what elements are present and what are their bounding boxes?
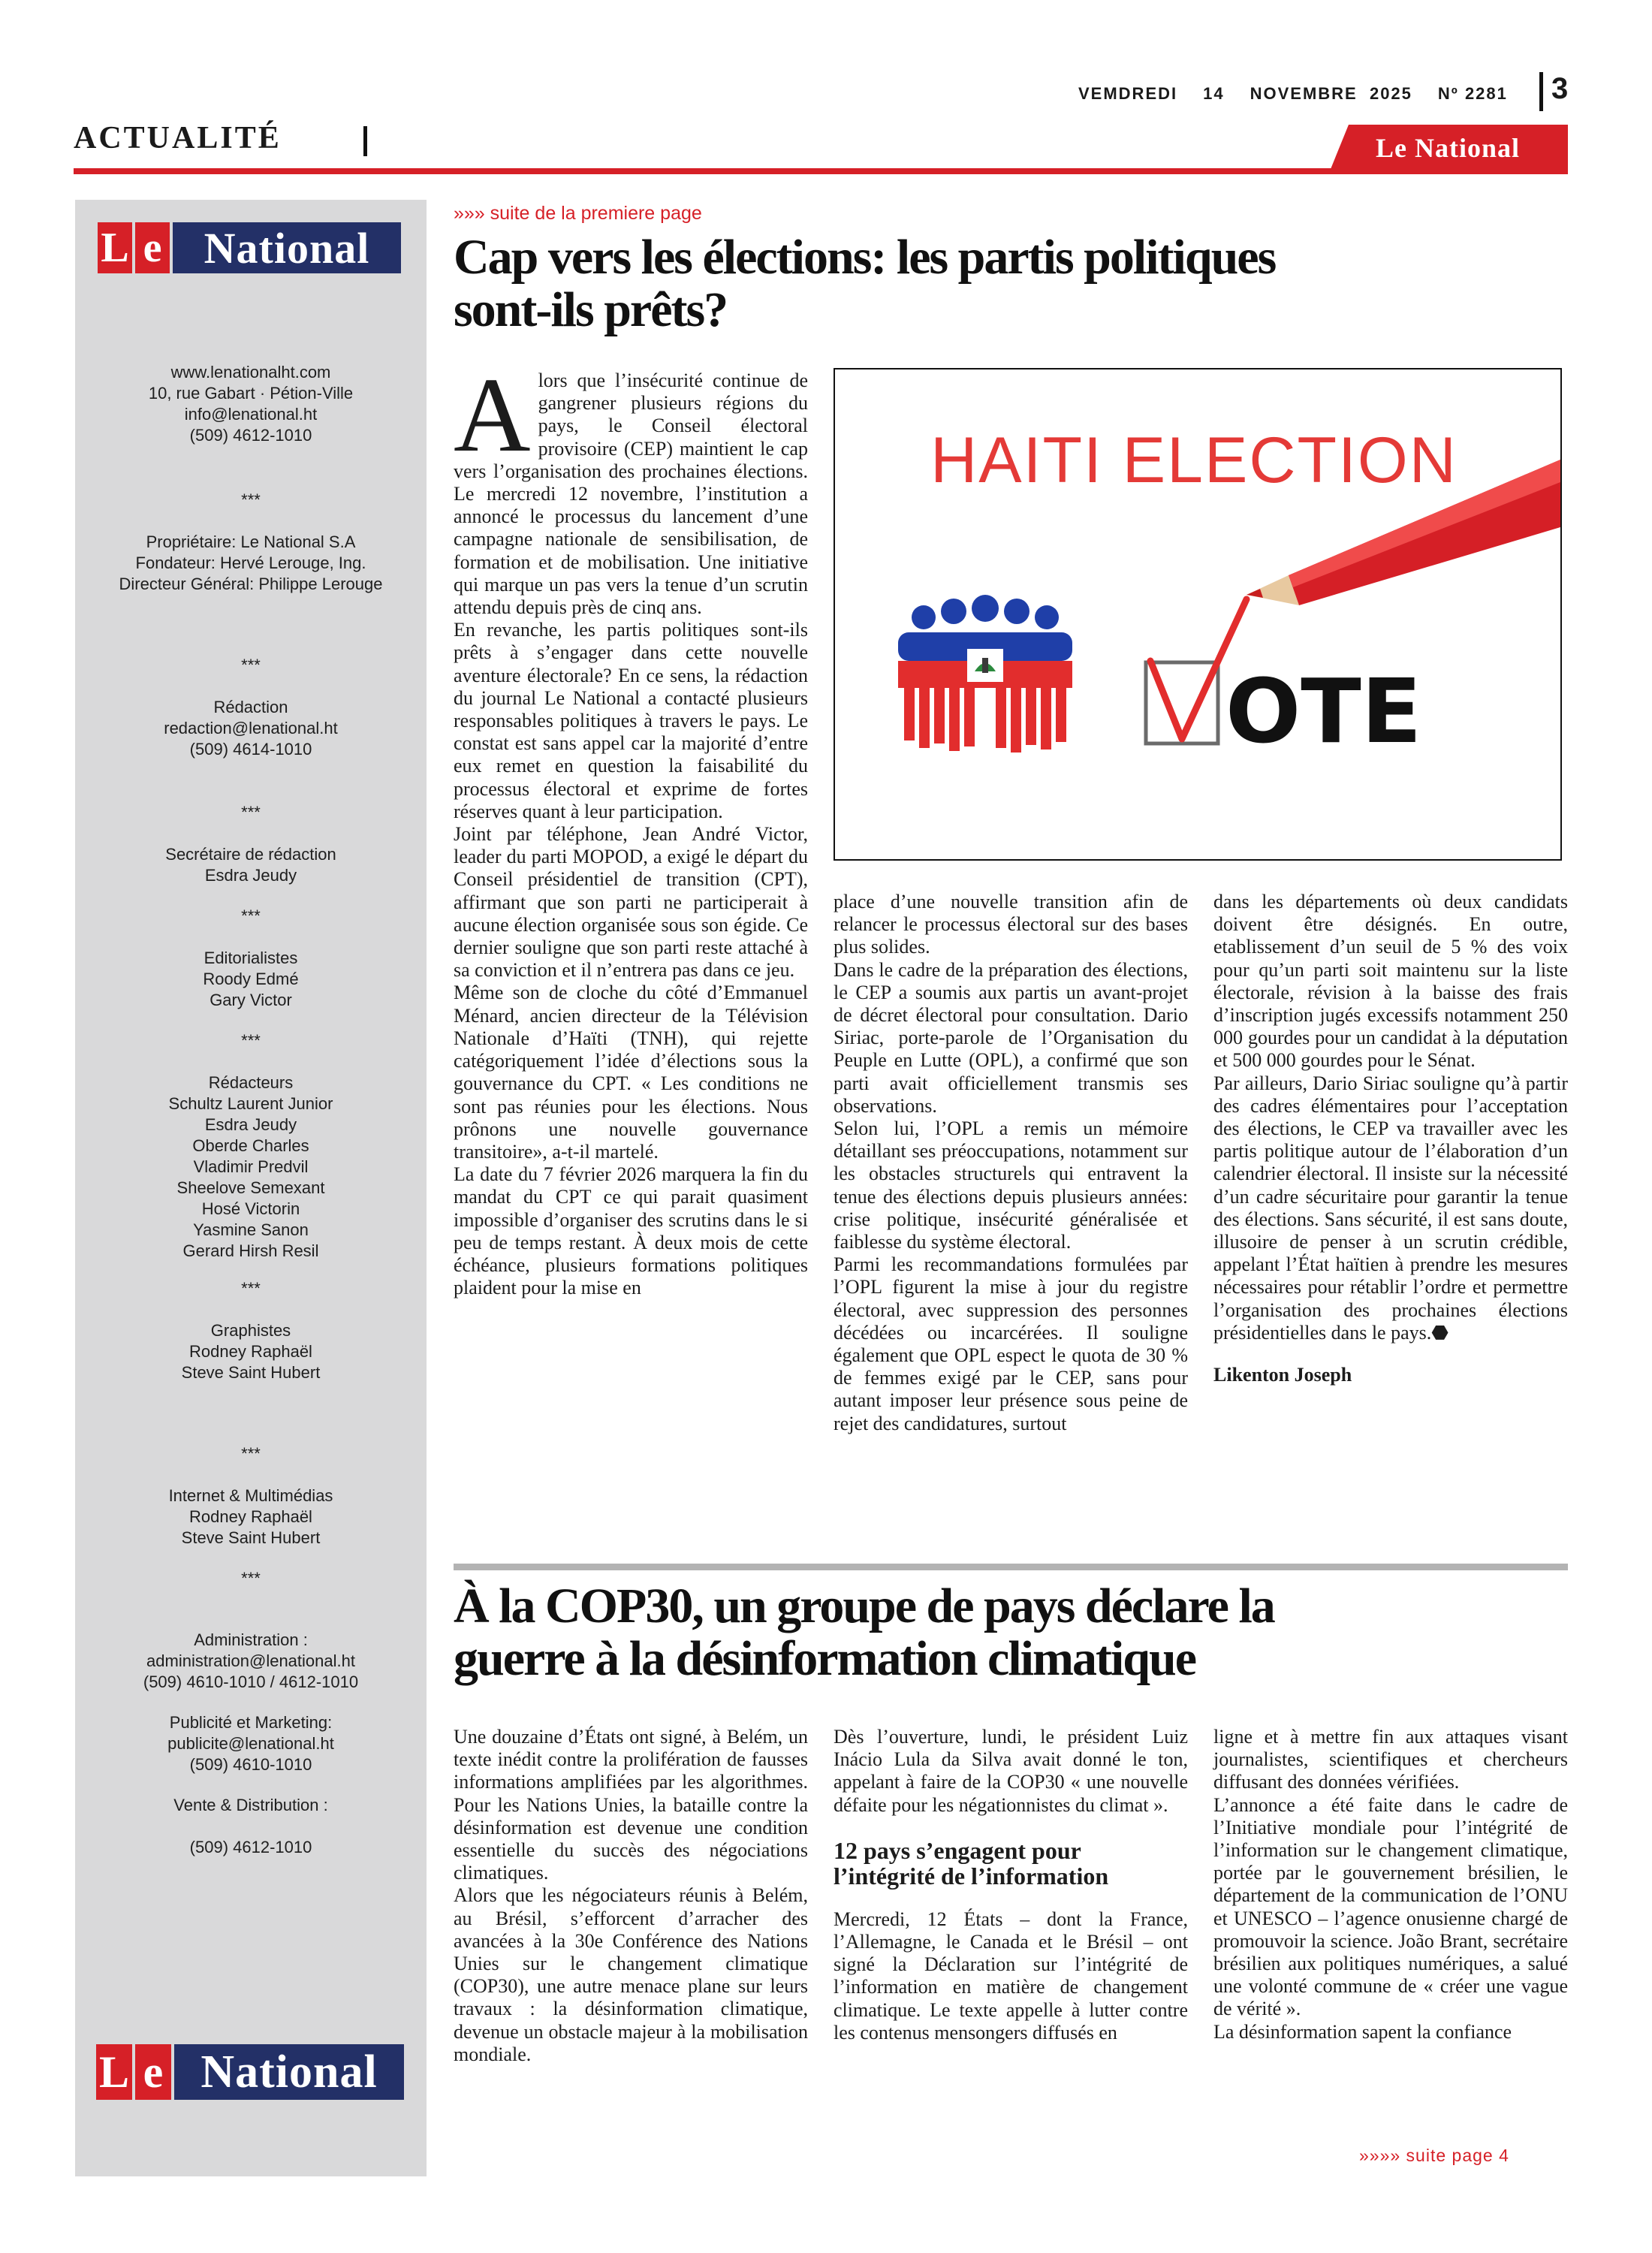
article-headline xyxy=(454,1580,1557,1685)
voters-icon xyxy=(898,595,1072,753)
separator: *** xyxy=(241,490,261,509)
info-email[interactable]: info@lenational.ht xyxy=(184,405,318,424)
separator: *** xyxy=(241,906,261,925)
article2-column-2 xyxy=(834,1726,1188,2044)
address: 10, rue Gabart · Pétion-Ville xyxy=(148,384,354,403)
main-phone: (509) 4612-1010 xyxy=(189,426,312,445)
sidebar-contact xyxy=(75,362,427,446)
redacteur-name: Vladimir Predvil xyxy=(193,1157,309,1176)
logo-letter-e: e xyxy=(135,222,170,273)
logo-wordmark: National xyxy=(174,2044,404,2100)
paragraph: Mercredi, 12 États – dont la France, l’Allemagne, le Canada et le Brésil – ont signé la Déclaration sur l’intégrité de l’information en matière de changement climatique. Le texte appelle à lutter contre les contenus mensongers diffusés en xyxy=(834,1908,1188,2043)
logo-letter-e: e xyxy=(135,2044,171,2100)
article-headline xyxy=(454,231,1557,336)
owner-line: Propriétaire: Le National S.A xyxy=(146,532,356,551)
secretaire-name: Esdra Jeudy xyxy=(204,866,297,885)
administration-phone: (509) 4610-1010 / 4612-1010 xyxy=(143,1672,359,1691)
paragraph: La date du 7 février 2026 marquera la fin du mandat du CPT ce qui parait quasiment impossible d’organiser des scrutins dans le si peu de temps restant. À deux mois de cette échéance, plusieurs formations politiques plaident pour la mise en xyxy=(454,1163,808,1299)
subheading-line: l’intégrité de l’information xyxy=(834,1862,1109,1890)
separator: *** xyxy=(241,803,261,822)
sidebar-secretaire xyxy=(75,844,427,886)
redacteur-name: Oberde Charles xyxy=(192,1136,309,1155)
logo-letter-l: L xyxy=(96,2044,132,2100)
issue-dateline xyxy=(1078,84,1508,104)
spacer xyxy=(75,1816,427,1837)
graphiste-name: Steve Saint Hubert xyxy=(181,1363,321,1382)
redacteur-name: Yasmine Sanon xyxy=(193,1220,309,1239)
paragraph: place d’une nouvelle transition afin de relancer le processus électoral sur des bases plus solides. xyxy=(834,891,1188,958)
issue-number: Nº 2281 xyxy=(1437,84,1508,103)
redacteur-name: Schultz Laurent Junior xyxy=(168,1094,333,1113)
article1-column-3 xyxy=(1213,891,1568,1386)
website-link[interactable]: www.lenationalht.com xyxy=(170,363,331,382)
image-title: HAITI ELECTION xyxy=(930,424,1458,496)
editorialiste-name: Roody Edmé xyxy=(203,970,299,988)
paragraph: Dès l’ouverture, lundi, le président Luiz Inácio Lula da Silva avait donné le ton, appelant à faire de la COP30 « une nouvelle défaite pour les négationnistes du climat ». xyxy=(834,1726,1188,1816)
internet-heading: Internet & Multimédias xyxy=(168,1486,333,1505)
sidebar-editorialistes xyxy=(75,948,427,1011)
paragraph: Dans le cadre de la préparation des élections, le CEP a soumis aux partis un avant-projet de décret électoral pour consultation. Dario Siriac, porte-parole de l’Organisation du Peuple en Lutte (OPL), a confirmé que son parti avait officiellement transmis ses observations. xyxy=(834,958,1188,1117)
redaction-phone: (509) 4614-1010 xyxy=(189,740,312,759)
newspaper-logo xyxy=(98,222,401,273)
editorialistes-heading: Editorialistes xyxy=(203,949,298,967)
sidebar-publicite xyxy=(75,1712,427,1775)
separator: *** xyxy=(241,1279,261,1298)
newspaper-logo-footer xyxy=(96,2044,404,2100)
separator: *** xyxy=(241,1031,261,1050)
redacteur-name: Sheelove Semexant xyxy=(176,1178,325,1197)
separator: *** xyxy=(241,1569,261,1588)
subheading-line: 12 pays s’engagent pour xyxy=(834,1836,1081,1864)
internet-name: Steve Saint Hubert xyxy=(181,1528,321,1547)
redacteurs-heading: Rédacteurs xyxy=(208,1073,294,1092)
issue-date-number: 14 xyxy=(1203,84,1225,103)
paragraph: Alors que les négociateurs réunis à Belém, au Brésil, s’efforcent d’arracher des avancées à la 30e Conférence des Nations Unies sur le changement climatique (COP30), une autre menace plane sur leurs travaux : la désinformation climatique, devenue un obstacle majeur à la mobilisation mondiale. xyxy=(454,1884,808,2065)
issue-day: VEMDREDI xyxy=(1078,84,1178,103)
article2-column-1 xyxy=(454,1726,808,2066)
publicite-email[interactable]: publicite@lenational.ht xyxy=(167,1734,334,1753)
sidebar-redacteurs xyxy=(75,1072,427,1262)
article2-column-3 xyxy=(1213,1726,1568,2043)
headline-line: À la COP30, un groupe de pays déclare la xyxy=(454,1579,1274,1633)
publicite-phone: (509) 4610-1010 xyxy=(189,1755,312,1774)
publicite-heading: Publicité et Marketing: xyxy=(169,1713,333,1732)
election-illustration xyxy=(834,368,1562,861)
redaction-email[interactable]: redaction@lenational.ht xyxy=(164,719,338,737)
paragraph: ligne et à mettre fin aux attaques visant journalistes, scientifiques et chercheurs diffusant des données vérifiées. xyxy=(1213,1726,1568,1793)
paragraph: lors que l’insécurité continue de gangrener plusieurs régions du pays, le Conseil électoral provisoire (CEP) maintient le cap vers l’organisation des prochaines élections. Le mercredi 12 novembre, l’institution a annoncé le processus du lancement d’une campagne nationale de sensibilisation, de formation et de mobilisation. Une initiative qui marque un pas vers la tenue d’un scrutin attendu depuis près de cinq ans. xyxy=(454,369,808,619)
drop-cap: A xyxy=(454,355,531,474)
sidebar-vente xyxy=(75,1795,427,1858)
paragraph: Par ailleurs, Dario Siriac souligne qu’à partir des cadres élémentaires pour l’acceptation des élections, le CEP va travailler avec les partis politique autour de l’élaboration d’un calendrier électoral. Il insiste sur la nécessité d’un cadre sécuritaire pour garantir la tenue des élections. Sans sécurité, il est sans doute, illusoire de penser à un scrutin crédible, appelant l’État haïtien à prendre les mesures nécessaires pour rétablir l’ordre et permettre l’organisation des prochaines élections présidentielles dans le pays.⬣ xyxy=(1213,1072,1568,1344)
section-title: ACTUALITÉ xyxy=(74,121,282,155)
brand-tab-label: Le National xyxy=(1376,133,1521,163)
sidebar-graphistes xyxy=(75,1320,427,1383)
sidebar-owners xyxy=(75,532,427,595)
paragraph: Joint par téléphone, Jean André Victor, leader du parti MOPOD, a exigé le départ du Conseil présidentiel de transition (CPT), affirmant que son parti ne participerait à aucune élection organisée sous son égide. Ce dernier souligne que son parti reste attaché à sa conviction et il n’entrera pas dans ce jeu. xyxy=(454,823,808,982)
paragraph: Une douzaine d’États ont signé, à Belém, un texte inédit contre la prolifération de fausses informations amplifiées par les algorithmes. Pour les Nations Unies, la bataille contre la désinformation est devenue une condition essentielle du succès des négociations climatiques. xyxy=(454,1726,808,1884)
paragraph: En revanche, les partis politiques sont-ils prêts à s’engager dans cette nouvelle aventure électorale? En ce sens, la rédaction du journal Le National a contacté plusieurs responsables politiques à travers le pays. Le constat est sans appel car la majorité d’entre eux remet en question la faisabilité du processus électoral et exprime de fortes réserves quant à leur participation. xyxy=(454,619,808,822)
paragraph: Parmi les recommandations formulées par l’OPL figurent la mise à jour du registre électoral, avec suppression des personnes décédées ou incarcérées. Il souligne également que OPL espect le quota de 30 % de femmes exigé par le CEP, sans pour autant imposer leur présence sous peine de rejet des candidatures, surtout xyxy=(834,1253,1188,1434)
graphiste-name: Rodney Raphaël xyxy=(189,1342,312,1361)
subheading xyxy=(834,1838,1188,1889)
administration-email[interactable]: administration@lenational.ht xyxy=(146,1651,355,1670)
paragraph: Selon lui, l’OPL a remis un mémoire détaillant ses préoccupations, notamment sur les obstacles structurels qui entravent la tenue des élections depuis plusieurs années: crise politique, insécurité généralisée et faiblesse du système électoral. xyxy=(834,1117,1188,1253)
redacteur-name: Esdra Jeudy xyxy=(204,1115,297,1134)
continuation-kicker: »»» suite de la premiere page xyxy=(454,203,702,224)
sidebar-administration xyxy=(75,1630,427,1693)
vote-word: OTE xyxy=(1225,659,1422,763)
secretaire-heading: Secrétaire de rédaction xyxy=(165,845,336,864)
editorialiste-name: Gary Victor xyxy=(210,991,292,1009)
paragraph: Même son de cloche du côté d’Emmanuel Ménard, ancien directeur de la Télévision Nationale d’Haïti (TNH), qui rejette catégoriquement l’idée d’élections sous la gouvernance du CPT. « Les conditions ne sont pas réunies pour les élections. Nous prônons une nouvelle gouvernance transitoire», a-t-il martelé. xyxy=(454,982,808,1163)
header-divider xyxy=(1539,72,1543,111)
page-number: 3 xyxy=(1551,72,1569,105)
paragraph: L’annonce a été faite dans le cadre de l’Initiative mondiale pour l’intégrité de l’information sur le changement climatique, portée par le gouvernement brésilien, le département de la communication de l’ONU et UNESCO – l’agence onusienne chargé de promouvoir la science. João Brant, secrétaire brésilien aux politiques numériques, a salué une volonté commune de « créer une vague de vérité ». xyxy=(1213,1793,1568,2020)
founder-line: Fondateur: Hervé Lerouge, Ing. xyxy=(135,553,366,572)
logo-letter-l: L xyxy=(98,222,132,273)
paragraph: La désinformation sapent la confiance xyxy=(1213,2020,1512,2043)
sidebar-redaction xyxy=(75,697,427,760)
internet-name: Rodney Raphaël xyxy=(189,1507,312,1526)
issue-month-year: NOVEMBRE 2025 xyxy=(1250,84,1412,103)
redaction-heading: Rédaction xyxy=(213,698,288,716)
director-line: Directeur Général: Philippe Lerouge xyxy=(119,575,383,593)
paragraph: dans les départements où deux candidats doivent être désignés. En outre, etablissement d’un seuil de 5 % des voix pour qu’un parti soit maintenu sur la liste électorale, révision à la baisse des frais d’inscription jugés excessifs notamment 250 000 gourdes pour un candidat à la députation et 500 000 gourdes pour le Sénat. xyxy=(1213,891,1568,1072)
vote-image xyxy=(835,369,1560,859)
headline-line: sont-ils prêts? xyxy=(454,282,728,337)
headline-line: guerre à la désinformation climatique xyxy=(454,1631,1195,1686)
redacteur-name: Hosé Victorin xyxy=(201,1199,300,1218)
vente-heading: Vente & Distribution : xyxy=(173,1796,328,1814)
headline-line: Cap vers les élections: les partis politiques xyxy=(454,230,1276,285)
graphistes-heading: Graphistes xyxy=(210,1321,291,1340)
logo-wordmark: National xyxy=(173,222,401,273)
article1-column-2 xyxy=(834,891,1188,1435)
separator: *** xyxy=(241,656,261,674)
redacteur-name: Gerard Hirsh Resil xyxy=(182,1241,319,1260)
vente-phone: (509) 4612-1010 xyxy=(189,1838,312,1856)
article-byline: Likenton Joseph xyxy=(1213,1364,1352,1386)
administration-heading: Administration : xyxy=(194,1630,308,1649)
article1-column-1 xyxy=(454,355,808,1299)
separator: *** xyxy=(241,1444,261,1463)
continued-on-page[interactable]: »»»» suite page 4 xyxy=(1359,2146,1509,2165)
article-separator xyxy=(454,1564,1568,1570)
sidebar-internet xyxy=(75,1485,427,1549)
section-divider xyxy=(363,126,367,156)
